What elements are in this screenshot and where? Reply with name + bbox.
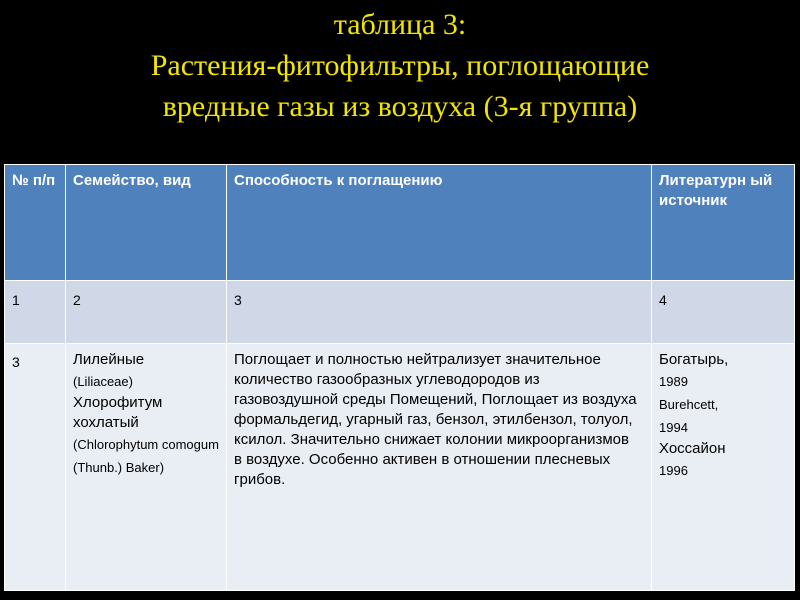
cell-col-number-4: 4 bbox=[652, 281, 795, 344]
table-row bbox=[5, 344, 795, 591]
slide-title bbox=[0, 4, 800, 127]
header-ability: Способность к поглащению bbox=[227, 165, 652, 281]
source-3-year: 1996 bbox=[659, 463, 688, 478]
ability-text: Поглощает и полностью нейтрализует значительное количество газообразных углеводородов из газовоздушной среды Помещений, Поглощает из воздуха формальдегид, угарный газ, бензол, этилбензол, толуол, ксилол. Значительно снижает колонии микроорганизмов bbox=[234, 351, 637, 448]
cell-family-species bbox=[66, 344, 227, 591]
ability-text-continued: в воздухе. Особенно активен в отношении плесневых грибов. bbox=[234, 451, 611, 488]
source-1-year: 1989 bbox=[659, 374, 688, 389]
header-source: Литературн ый источник bbox=[652, 165, 795, 281]
header-number: № п/п bbox=[5, 165, 66, 281]
header-family: Семейство, вид bbox=[66, 165, 227, 281]
source-3: Хоссайон bbox=[659, 440, 726, 457]
source-2: Burehcett, bbox=[659, 397, 719, 412]
species-latin: (Chlorophytum comogum (Thunb.) Baker) bbox=[73, 437, 219, 475]
cell-col-number-2: 2 bbox=[66, 281, 227, 344]
cell-col-number-3: 3 bbox=[227, 281, 652, 344]
source-2-year: 1994 bbox=[659, 420, 688, 435]
cell-sources bbox=[652, 344, 795, 591]
title-line-2: Растения-фитофильтры, поглощающие bbox=[150, 49, 650, 82]
table-header-row bbox=[5, 165, 795, 281]
title-line-3: вредные газы из воздуха (3-я группа) bbox=[162, 90, 638, 123]
species-name: Хлорофитум хохлатый bbox=[73, 394, 163, 431]
cell-ability bbox=[227, 344, 652, 591]
family-name: Лилейные bbox=[73, 351, 145, 368]
plants-table bbox=[4, 164, 795, 591]
cell-col-number-1: 1 bbox=[5, 281, 66, 344]
cell-row-number: 3 bbox=[5, 344, 66, 591]
source-1: Богатырь, bbox=[659, 351, 729, 368]
family-latin: (Liliaceae) bbox=[73, 374, 133, 389]
table-row-numbering bbox=[5, 281, 795, 344]
title-line-1: таблица 3: bbox=[333, 8, 467, 41]
